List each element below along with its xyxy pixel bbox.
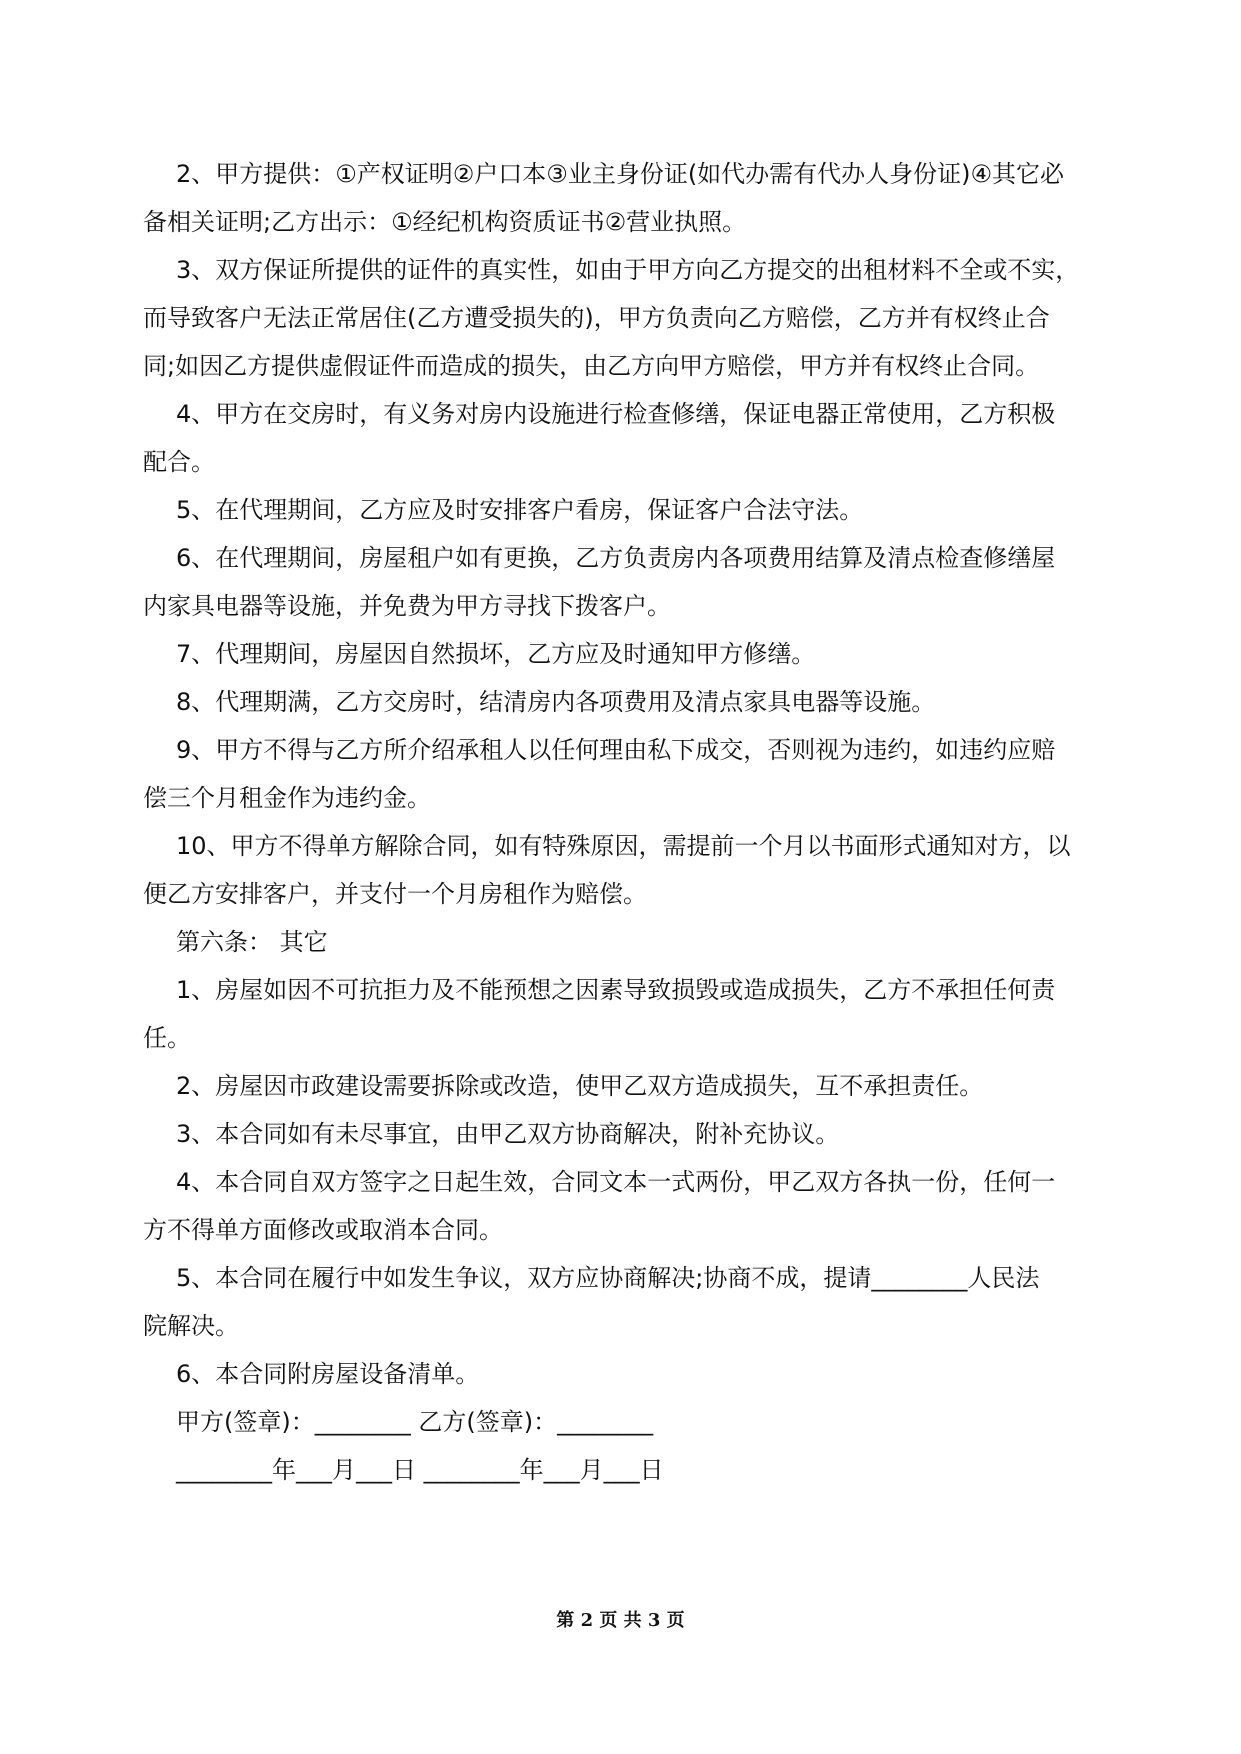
text-line: 9、甲方不得与乙方所介绍承租人以任何理由私下成交，否则视为违约，如违约应赔 [176,736,1056,764]
text-line: 8、代理期满，乙方交房时，结清房内各项费用及清点家具电器等设施。 [176,688,936,716]
text-line: 方不得单方面修改或取消本合同。 [143,1216,503,1244]
text-line: 7、代理期间，房屋因自然损坏，乙方应及时通知甲方修缮。 [176,640,816,668]
text-line: 任。 [143,1024,191,1052]
text-line: 5、本合同在履行中如发生争议，双方应协商解决;协商不成，提请________人民法 [176,1264,1040,1292]
text-line: 2、甲方提供：①产权证明②户口本③业主身份证(如代办需有代办人身份证)④其它必 [176,160,1065,188]
text-line: 便乙方安排客户，并支付一个月房租作为赔偿。 [143,880,647,908]
text-line: 第六条： 其它 [176,928,328,956]
text-line: 配合。 [143,448,215,476]
text-line: 10、甲方不得单方解除合同，如有特殊原因，需提前一个月以书面形式通知对方，以 [176,832,1071,860]
text-line: 6、在代理期间，房屋租户如有更换，乙方负责房内各项费用结算及清点检查修缮屋 [176,544,1056,572]
text-line: 6、本合同附房屋设备清单。 [176,1360,480,1388]
text-line: 4、甲方在交房时，有义务对房内设施进行检查修缮，保证电器正常使用，乙方积极 [176,400,1056,428]
text-line: 偿三个月租金作为违约金。 [143,784,431,812]
document-body [143,150,1098,1494]
text-line: 而导致客户无法正常居住(乙方遭受损失的)，甲方负责向乙方赔偿，乙方并有权终止合 [143,304,1050,332]
text-line: 2、房屋因市政建设需要拆除或改造，使甲乙双方造成损失，互不承担责任。 [176,1072,984,1100]
text-line: 1、房屋如因不可抗拒力及不能预想之因素导致损毁或造成损失，乙方不承担任何责 [176,976,1056,1004]
text-line: 3、本合同如有未尽事宜，由甲乙双方协商解决，附补充协议。 [176,1120,840,1148]
text-line: 5、在代理期间，乙方应及时安排客户看房，保证客户合法守法。 [176,496,864,524]
text-line: 同;如因乙方提供虚假证件而造成的损失，由乙方向甲方赔偿，甲方并有权终止合同。 [143,352,1040,380]
text-line: 内家具电器等设施，并免费为甲方寻找下拨客户。 [143,592,671,620]
text-line: 甲方(签章)：________ 乙方(签章)：________ [176,1408,654,1436]
text-line: 4、本合同自双方签字之日起生效，合同文本一式两份，甲乙双方各执一份，任何一 [176,1168,1056,1196]
page-number-footer: 第 2 页 共 3 页 [556,1610,685,1631]
text-line: 院解决。 [143,1312,239,1340]
text-line: ________年___月___日 ________年___月___日 [176,1456,664,1484]
text-line: 3、双方保证所提供的证件的真实性，如由于甲方向乙方提交的出租材料不全或不实， [176,256,1080,284]
text-line: 备相关证明;乙方出示：①经纪机构资质证书②营业执照。 [143,208,747,236]
